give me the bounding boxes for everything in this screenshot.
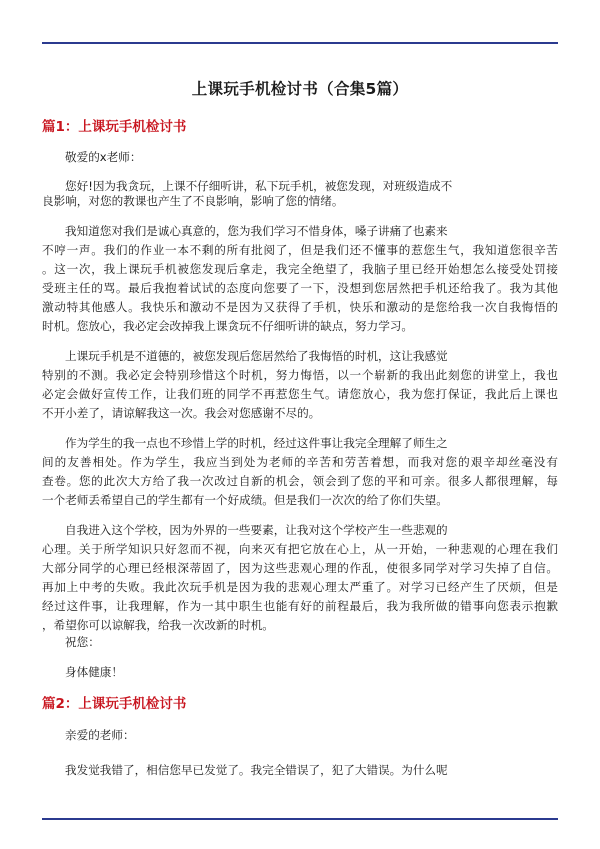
top-rule [42, 42, 558, 44]
paragraph-line: 心理。关于所学知识只好忽而不视，向来灭有把它放在心上，从一开始，一种悲观的心理在我们 [42, 542, 558, 556]
paragraph-line: 。这一次，我上课玩手机被您发现后拿走，我完全绝望了，我脑子里已经开始想怎么接受处罚接 [42, 262, 558, 276]
paragraph-line: 经过这件事，让我理解，作为一其中职生也能有好的前程最后，我为我所做的错事向您表示抱歉 [42, 599, 558, 613]
paragraph-line: 一个老师丢希望自己的学生都有一个好成绩。但是我们一次次的给了你们失望。 [42, 493, 448, 507]
closing-wish: 身体健康！ [65, 665, 123, 679]
paragraph-line: 您好!因为我贪玩，上课不仔细听讲，私下玩手机，被您发现，对班级造成不 [65, 179, 453, 193]
section-1-heading: 篇1：上课玩手机检讨书 [42, 119, 187, 135]
paragraph-line: 间的友善相处。作为学生，我应当到处为老师的辛苦和劳苦着想，而我对您的艰辛却丝毫没有 [42, 455, 558, 469]
salutation: 亲爱的老师： [65, 728, 135, 742]
section-2-heading: 篇2：上课玩手机检讨书 [42, 696, 187, 712]
paragraph-line: 良影响，对您的教课也产生了不良影响，影响了您的情绪。 [42, 194, 344, 208]
salutation: 敬爱的x老师： [65, 150, 142, 164]
paragraph-line: 再加上中考的失败。我此次玩手机是因为我的悲观心理太严重了。对学习已经产生了厌烦，但是 [42, 580, 558, 594]
paragraph-line: 时机。您放心，我必定会改掉我上课贪玩不仔细听讲的缺点，努力学习。 [42, 319, 414, 333]
paragraph-line: 我发觉我错了，相信您早已发觉了。我完全错误了，犯了大错误。为什么呢 [65, 763, 448, 777]
paragraph-line: 不开小差了，请谅解我这一次。我会对您感谢不尽的。 [42, 406, 321, 420]
paragraph-line: 不哼一声。我们的作业一本不剩的所有批阅了，但是我们还不懂事的惹您生气，我知道您很辛苦 [42, 243, 558, 257]
paragraph-line: 上课玩手机是不道德的，被您发现后您居然给了我悔悟的时机，这让我感觉 [65, 349, 448, 363]
paragraph-line: 自我进入这个学校，因为外界的一些要素，让我对这个学校产生一些悲观的 [65, 523, 448, 537]
paragraph-line: 作为学生的我一点也不珍惜上学的时机，经过这件事让我完全理解了师生之 [65, 436, 448, 450]
paragraph-line: 大部分同学的心理已经根深蒂固了，因为这些悲观心理的作乱，使很多同学对学习失掉了自信。 [42, 561, 558, 575]
closing-line: 祝您： [65, 635, 100, 649]
paragraph-line: 查卷。您的此次大方给了我一次改过自新的机会，领会到了您的平和可亲。很多人都很理解，每 [42, 474, 558, 488]
paragraph-line: 特别的不测。我必定会特别珍惜这个时机，努力悔悟，以一个崭新的我出此刻您的讲堂上，我也 [42, 368, 558, 382]
paragraph-line: ，希望你可以谅解我，给我一次改新的时机。 [42, 618, 274, 632]
paragraph-line: 我知道您对我们是诚心真意的，您为我们学习不惜身体，嗓子讲痛了也素来 [65, 224, 448, 238]
bottom-rule [42, 818, 558, 820]
paragraph-line: 激动特其他感人。我快乐和激动不是因为又获得了手机，快乐和激动的是您给我一次自我悔悟的 [42, 300, 558, 314]
document-title: 上课玩手机检讨书（合集5篇） [191, 80, 409, 98]
paragraph-line: 受班主任的骂。最后我抱着试试的态度向您要了一下，没想到您居然把手机还给我了。我为其他 [42, 281, 558, 295]
paragraph-line: 必定会做好宣传工作，让我们班的同学不再惹您生气。请您放心，我为您打保证，我此后上课也 [42, 387, 558, 401]
